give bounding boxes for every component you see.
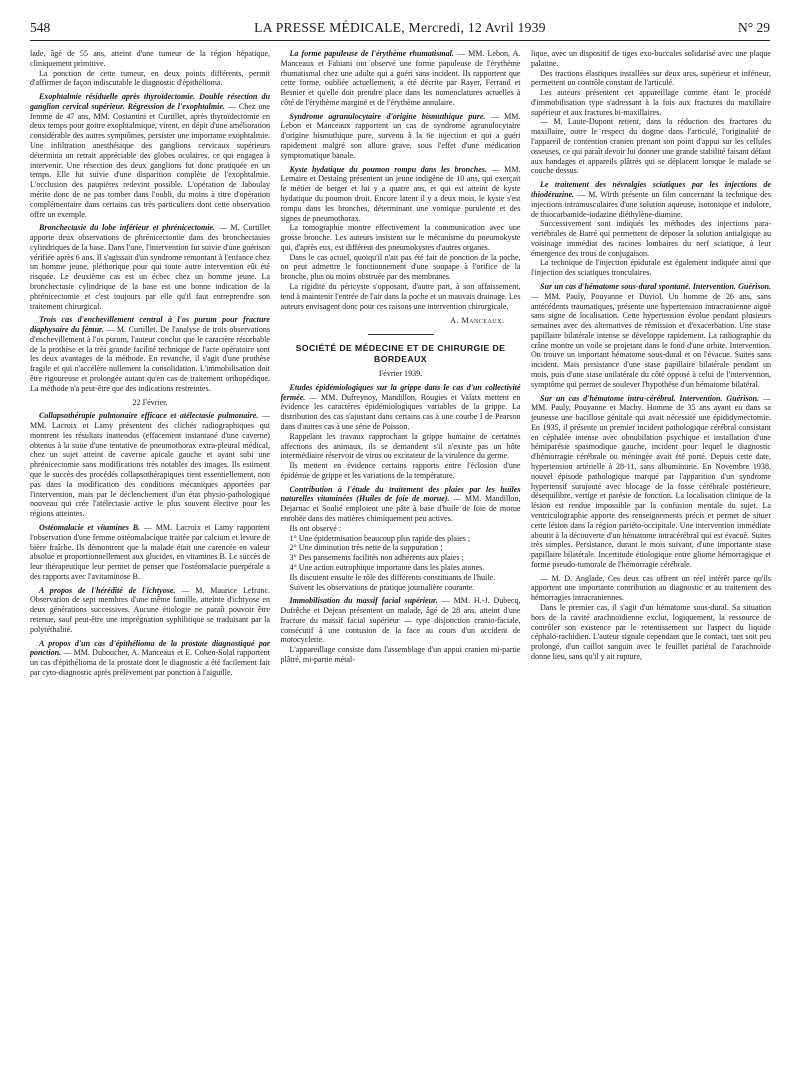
article-body: — MM. Duboucher, A. Manceaux et E. Cohen-Solal rapportent un cas d'épithélioma de la prostate dont le diagnostic a été facilement fait par cyto-diagnostic après prélèvement par ponction à l'aiguille. — [30, 648, 270, 677]
author-signature: A. Manceaux. — [450, 316, 505, 326]
observation-list — [281, 534, 521, 573]
article-body: — M. Curtillet. De l'analyse de trois observations d'enchevillement à l'os purum, l'auteur conclut que le caractère résorbable de la prothèse et la très grande facilité technique de l'acte opératoire sont les deux avantages de la méthode. En revanche, il s'agit d'une prothèse fragile et qui n'accélère nullement la consolidation. L'immobilisation doit être rigoureuse et prolongée autant qu'en cas de traitement orthopédique. La méthode n'a peut-être que des indications restreintes. — [30, 325, 270, 393]
article-title: A propos de l'hérédité de l'ichtyose. — [39, 585, 176, 595]
article-title: Bronchectasie du lobe inférieur et phrénicectomie. — [39, 223, 216, 233]
paragraph: Ils ont observé : — [289, 523, 342, 533]
paragraph: Rappelant les travaux rapprochant la grippe humaine de certaines affections des animaux, ils se demandent s'il n'existe pas un hôte intermédiaire réservoir de virus ou excitateur de la virulence du germe. — [280, 431, 521, 461]
article-entry — [30, 411, 270, 519]
session-date: 22 Février. — [132, 397, 168, 407]
article-entry — [30, 315, 270, 393]
article-entry — [30, 223, 270, 311]
society-heading: SOCIÉTÉ DE MÉDECINE ET DE CHIRURGIE DE BORDEAUX — [295, 343, 506, 365]
article-body: — MM. Pauly, Pouyanne et Machy. Homme de 35 ans ayant eu dans sa jeunesse une bacillose génitale qui avait nécessité une épididymectomie. En 1935, il présente un premier incident pathologique cérébral consistant en céphalée intense avec obnubilation psychique et installation d'une hémiparésie spasmodique gauche, incident pour lequel le diagnostic d'hémorragie cérébrale ou méningée avait été porté. Depuis cette date, hypertension artérielle à 28-11, sans albuminurie. En Novembre 1938, nouvel épisode pathologique marqué par l'apparition d'un syndrome hypertensif surajouté avec blocage de la fosse cérébrale postérieure, désequilibre, vertige et parésie de fonction. La localisation clinique de la lésion est rendue impossible par la confusion mentale du sujet. La ventriculographie apporte des renseignements précis et permet de situer cette lésion dans la région pariéto-occipitale. Une intervention immédiate aboutit à la découverte d'un hématome intracérébral qui est évacué. Suites très simples. Persistance, durant le mois suivant, d'une importante stase papillaire bilatérale. Incertitude étiologique entre gliome hémorragique et forme pseudo-tumorale de l'hémorragie cérébrale. — [531, 393, 771, 569]
article-entry — [281, 485, 521, 524]
paragraph: lique, avec un dispositif de tiges exo-buccales solidarisé avec une plaque palatine. — [531, 49, 771, 68]
article-entry — [281, 49, 521, 108]
article-entry — [30, 639, 270, 678]
column-right — [531, 49, 771, 1071]
paragraph: Ils mettent en évidence certains rapports entre l'éclosion d'une épidémie de grippe et les variations de la température. — [280, 461, 521, 480]
article-title: Etudes épidémiologiques sur la grippe dans le cas d'un collectivité fermée. — [280, 382, 521, 402]
article-title: Exophtalmie résiduelle après thyroïdectomie. Double résection du ganglion cervical supérieur. Régression de l'exophtalmie. — [30, 92, 270, 111]
article-entry — [281, 596, 521, 645]
paragraph: — M. Laute-Dupont retient, dans la réduction des fractures du maxillaire, outre le respect du dogme dans l'articulé, l'originalité de l'appareil de contention cranien prenant son point d'appui sur les cellules osseuses, ce qui paraît devoir lui donner une grande stabilité faisant défaut aux bandages et appareils plâtrés qui se déplacent lorsque le malade se couche dessus. — [531, 117, 771, 176]
list-item: 1° Une épidermisation beaucoup plus rapide des plaies ; — [289, 533, 471, 543]
article-body: — MM. H.-J. Dubecq, Dufrêche et Dejean présentent un malade, âgé de 28 ans, atteint d'une fracture du massif facial supérieur — type disjonction cranio-faciale, consécutif à une contusion de la face au cours d'un accident de motocyclette. — [280, 596, 521, 645]
article-entry — [281, 165, 521, 224]
paragraph: Des tractions élastiques installées sur deux arcs, supérieur et inférieur, permettent un contrôle constant de l'articulé. — [531, 68, 771, 88]
running-header — [30, 20, 770, 41]
article-entry — [531, 394, 771, 570]
article-title: Collapsothérapie pulmonaire efficace et atélectasie pulmonaire. — [39, 411, 259, 421]
article-body: — MM. Pauly, Pouyanne et Duviol. Un homme de 26 ans, sans antécédents traumatiques, présente une hypertension intracranienne aiguë sans signe de localisation. Cette hypertension évolue pendant plusieurs semaines avec des alternatives de rémission et d'exacerbation. Une stase papillaire bilatérale intense se développe rapidement. La radiographie du crâne montre un voile se projetant dans le fond d'une orbite. Intervention. On trouve un important hématome sous-dural et on l'évacue. Suites sans incident. Mais persistance d'une stase papillaire bilatérale pendant un mois, puis d'une stase unilatérale du côté opposé à celui de l'intervention, symptôme qui permet de soulever l'hypothèse d'un hématome bilatéral. — [531, 291, 771, 389]
paragraph: Successivement sont indiqués les méthodes des injections para-vertébrales de Barré qui permettent de déposer la solution antialgique au voisinage immédiat des racines lombaires du nerf sciatique, à leur émergence des trous de conjugaison. — [531, 219, 771, 258]
article-body: — Chez une femme de 47 ans, MM. Costantini et Curtillet, après thyroïdectomie en deux temps pour goitre exophtalmique, virent, en dépit d'une amélioration considérable des autres symptômes, persister une importante exophtalmie. Une infiltration anesthésique des ganglions cervicaux supérieurs détermina un retrait appréciable des globes oculaires, ce qui engagea à intervenir. Une résection des deux ganglions fut donc pratiquée en un temps. Elle fut suivie d'une disparition complète de l'exophtalmie. L'occlusion des paupières redevint possible. L'opération de Jaboulay mérite donc de ne pas tomber dans l'oubli, du moins à titre d'opération complémentaire dans certains cas très particuliers dont cette observation offre un exemple. — [30, 101, 270, 219]
article-body: — M. Maurice Lefranc. Observation de sept membres d'une même famille, atteinte d'ichtyose en deux générations successives. Aucune étiologie ne paraît pouvoir être retenue, sauf peut-être une imprégnation syphilitique se traduisant par la polytéthalité. — [30, 585, 270, 634]
article-title: Immobilisation du massif facial supérieur. — [289, 596, 438, 606]
article-body: — MM. Mandillon, Dejarnac et Soulié emploient une pâte à base d'huile de foie de morue enrobée dans des matières chimiquement peu actives. — [280, 494, 521, 524]
list-item: 3° Des pansements facilités non adhérents aux plaies ; — [289, 553, 464, 563]
column-left — [30, 49, 270, 1071]
article-entry — [281, 383, 521, 432]
paragraph: — M. D. Anglade. Ces deux cas offrent un réel intérêt parce qu'ils apportent une importante contribution au diagnostic et au traitement des hémorragies intracraniennes. — [531, 573, 771, 603]
paragraph: Suivent les observations de pratique journalière courante. — [289, 582, 475, 592]
article-body: — MM. Lebon, A. Manceaux et Fabiani ont observé une forme papuleuse de l'érythème rhumatismal chez une adulte qui a guéri sans incident. Ils rapportent que cette forme, oubliée actuellement, a été décrite par Rayer, Ferrand et Besnier et qu'elle doit prendre place dans les nomenclatures actuelles à côté de l'érythème marginé et de l'érythème annulaire. — [280, 49, 521, 107]
journal-title: LA PRESSE MÉDICALE, Mercredi, 12 Avril 1939 — [254, 20, 546, 35]
article-body: — MM. Lacroix et Lamy présentent des clichés radiographiques qui montrent les résultats inattendus (effacement instantané d'une caverne) obtenus à la suite d'une tentative de pneumothorax extra-pleural médical, chez un sujet atteint de caverne apicale gauche et ayant subi une phrénicectomie sans modifications très notables des images. Ils estiment que le succès des procédés collapsothérapiques tient essentiellement, non pas dans la modification des conditions mécaniques apportées par l'intervention, mais par le déclenchement d'un état physio-pathologique nouveau qui crée l'atélectasie active le plus souvent élective pour les régions atteintes. — [30, 411, 270, 519]
paragraph: La rigidité du péricyste s'opposant, d'autre part, à son affaissement, tend à maintenir l'entrée de l'air dans la poche et un mauvais drainage. Les auteurs envisagent donc pour ces raisons une intervention chirurgicale. — [280, 281, 521, 311]
text-columns — [30, 49, 771, 1071]
article-entry — [30, 92, 270, 219]
page-number: 548 — [30, 20, 51, 35]
article-body: — MM. Lacroix et Lamy rapportent l'observation d'une femme ostéomalacique traitée par calcium et levure de bière fraîche. Ils démontrent que la malade était une carencée en valeur absolue et proportionnellement aux glucides, en vitamines B. Le succès de leur thérapeutique leur permet de penser que l'ostéomalacie puerpérale a des rapports avec l'avitaminose B. — [30, 522, 270, 581]
column-middle — [281, 49, 521, 1071]
list-item: 4° Une action eutrophique importante dans les plaies atones. — [289, 562, 485, 572]
article-body: — MM. Dufreynoy, Mandillon, Rougies et Valatx mettent en évidence les caractères épidémiologiques variables de la grippe. La distribution des cas s'ajustant dans certains cas à une courbe I de Pearson dans d'autres cas à une série de Poisson. — [280, 392, 521, 431]
session-date: Février 1939. — [378, 369, 423, 379]
paragraph: L'appareillage consiste dans l'assemblage d'un appui cranien mi-partie plâtré, mi-partie métal- — [280, 645, 521, 664]
article-title: Syndrome agranulocytaire d'origine bismuthique pure. — [289, 111, 486, 121]
article-body: — M. Wirth présente un film concernant la technique des injections intramusculaires d'une solution aqueuse, isotonique et indolore, de thiocarbamide-iodazine diéthylène-diamine. — [531, 189, 771, 219]
issue-number: N° 29 — [737, 20, 770, 35]
paragraph: Dans le cas actuel, quoiqu'il n'ait pas été fait de ponction de la poche, on peut admettre le fonctionnement d'une soupape à l'orifice de la bronche, plus ou moins obstruée par des membranes. — [280, 252, 521, 282]
paragraph: lade, âgé de 55 ans, atteint d'une tumeur de la région hépatique, cliniquement primitive. — [30, 49, 270, 68]
article-title: Trois cas d'enchevillement central à l'os purum pour fracture diaphysaire du fémur. — [30, 315, 270, 335]
article-title: Kyste hydatique du poumon rompu dans les bronches. — [289, 164, 487, 174]
paragraph: Dans le premier cas, il s'agit d'un hématome sous-dural. Sa situation hors de la cavité arachnoïdienne exclut, logiquement, la ressource de contrôler son existence par le retentissement sur l'aspect du liquide céphalo-rachidien. L'auteur signale cependant que le contact, tant soit peu prolongé, d'un caillot sanguin avec le feuillet pariétal de l'arachnoïde donne lieu, sans qu'il y ait rupture, — [531, 602, 771, 661]
article-body: — M. Curtillet apporte deux observations de phrénicectomie dans des bronchectasies cylindriques de la base. Dans l'une, l'intervention fut suivie d'une guérison vérifiée après 6 ans. Il s'agissait d'un syndrome remontant à l'enfance chez un homme jeune, pléthorique pour qui toute autre intervention eût été risquée. Le deuxième cas est un échec chez un homme jeune. La bronchectasie cylindrique de la base est une bonne indication de la phrénicectomie et c'est toujours par elle qu'il faut entreprendre son traitement chirurgical. — [30, 223, 270, 311]
article-entry — [30, 586, 270, 635]
article-entry — [281, 112, 521, 161]
paragraph: La tomographie montre effectivement la communication avec une grosse bronche. Les auteurs insistent sur le mécanisme du pneumokyste qui, d'après eux, est différent des pneumokystes d'autres organes. — [280, 223, 521, 252]
article-entry — [531, 180, 771, 219]
paragraph: Les auteurs présentent cet appareillage comme étant le procédé d'immobilisation type s'adressant à la fois aux fractures du maxillaire supérieur et aux fractures bi-maxillaires. — [531, 88, 771, 117]
article-title: Contribution à l'étude du traitement des plaies par les huiles naturelles vitaminées (Huiles de foie de morue). — [280, 484, 521, 504]
paragraph: La technique de l'injection épidurale est également indiquée ainsi que l'injection des sciatiques tronculaires. — [531, 258, 771, 278]
section-divider — [368, 334, 434, 335]
article-title: Le traitement des névralgies sciatiques par les injections de thiodérazine. — [531, 180, 771, 199]
article-entry — [30, 523, 270, 582]
article-title: Ostéomalacie et vitamines B. — [39, 522, 141, 532]
article-title: La forme papuleuse de l'érythème rhumatismal. — [289, 49, 454, 58]
article-body: — MM. Lebon et Manceaux rapportent un cas de syndrome agranulocytaire d'origine bismuthique pure, survenu à la 6e injection et qui a guéri rapidement malgré son allure grave, sous l'effet d'une médication symptomatique banale. — [280, 111, 521, 160]
article-body: — MM. Lemaire et Destaing présentent un jeune indigène de 10 ans, qui exerçait le métier de berger et lui y a quatre ans, et qui est atteint de kyste hydatique du poumon droit. Encore latent il y a deux mois, le kyste s'est rompu dans les bronches, déterminant une vomique purulente et des signes de pneumothorax. — [280, 164, 521, 223]
article-title: Sur un cas d'hématome intra-cérébral. Intervention. Guérison. — [540, 393, 760, 403]
article-entry — [531, 282, 771, 390]
article-title: A propos d'un cas d'épithélioma de la prostate diagnostiqué par ponction. — [30, 638, 270, 658]
article-title: Sur un cas d'hématome sous-dural spontané. Intervention. Guérison. — [540, 281, 771, 291]
list-item: 2° Une diminution très nette de la suppuration ; — [289, 543, 443, 553]
paragraph: Ils discutent ensuite le rôle des différents constituants de l'huile. — [289, 572, 496, 582]
paragraph: La ponction de cette tumeur, en deux points différents, permit d'affirmer de façon indiscutable le diagnostic d'épithélioma. — [30, 68, 270, 88]
